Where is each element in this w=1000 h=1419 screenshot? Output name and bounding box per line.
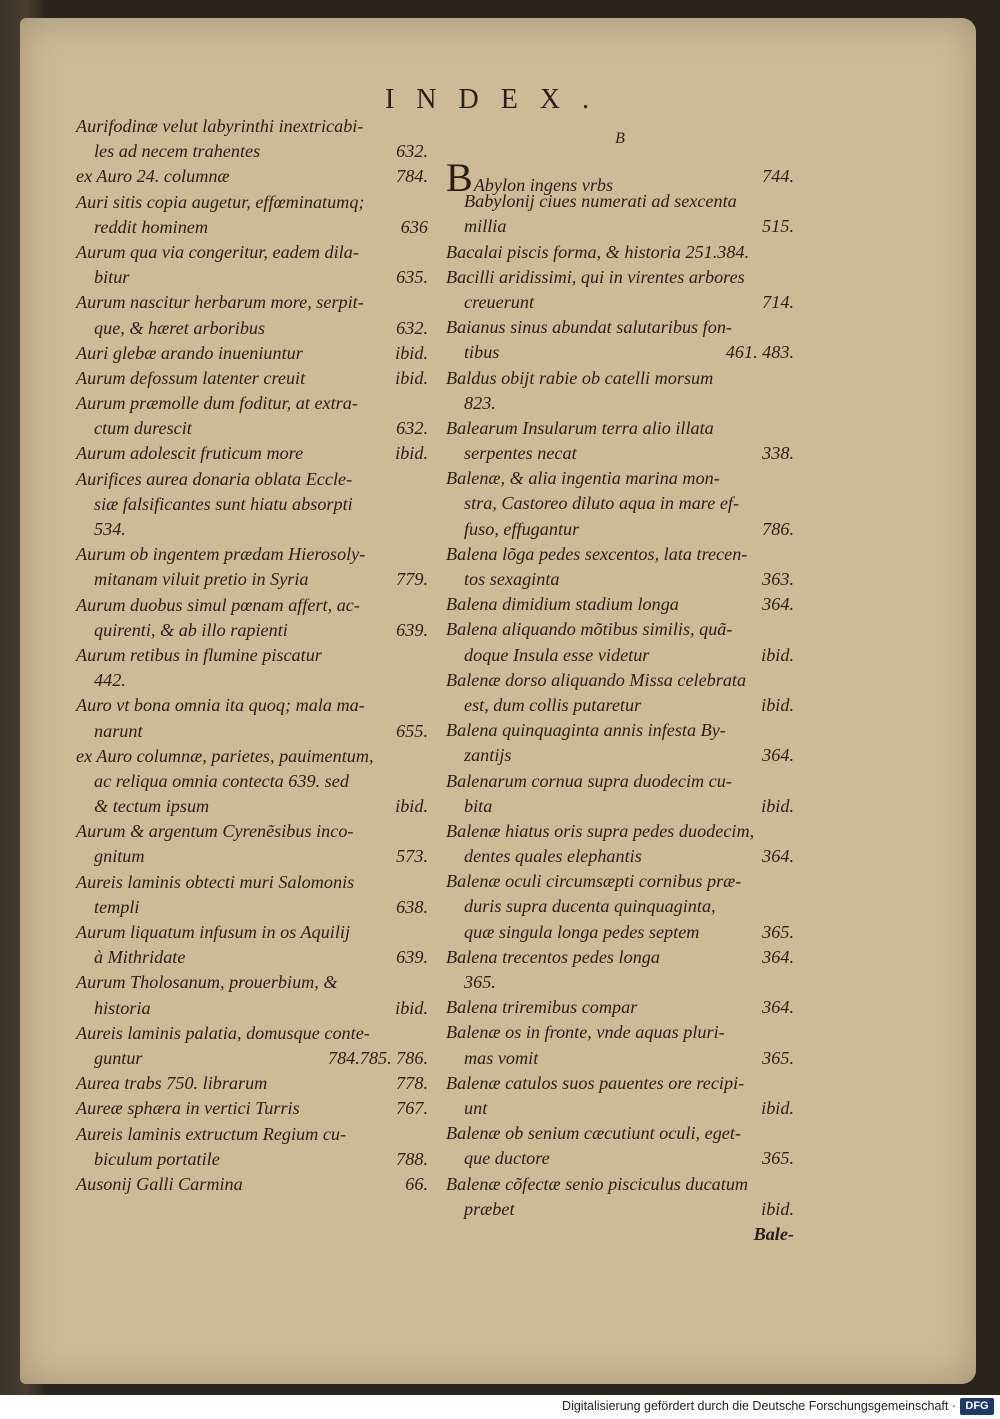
index-entry [76,668,428,693]
index-entry [76,996,428,1021]
entry-text: Balena triremibus compar [446,997,638,1018]
index-entry [446,441,794,466]
index-entry [446,592,794,617]
index-entry [446,693,794,718]
entry-page-ref: 655. [396,720,428,741]
entry-text: bita [464,795,493,816]
entry-page-ref: 364. [762,846,794,867]
entry-page-ref: 573. [396,846,428,867]
index-entry [76,139,428,164]
entry-page-ref: 632. [396,317,428,338]
entry-text: dentes quales elephantis [464,846,642,867]
index-entry [76,391,428,416]
entry-text: Aurum defossum latenter creuit [76,367,306,388]
index-entry [446,869,794,894]
entry-text: Aurum adolescit fruticum more [76,443,304,464]
index-entry [446,970,794,995]
entry-page-ref: 632. [396,418,428,439]
entry-text: biculum portatile [94,1148,220,1169]
entry-text: quirenti, & ab illo rapienti [94,619,288,640]
entry-page-ref: ibid. [761,644,794,665]
entry-page-ref: ibid. [761,795,794,816]
entry-text: mitanam viluit pretio in Syria [94,569,309,590]
index-entry [446,416,794,441]
footer-credit: Digitalisierung gefördert durch die Deutsche Forschungsgemeinschaft · [562,1399,956,1413]
entry-text: Balenæ ob senium cæcutiunt oculi, eget- [446,1123,741,1144]
entry-text: ac reliqua omnia contecta 639. sed [94,770,349,791]
entry-text: gnitum [94,846,145,867]
entry-text: creuerunt [464,291,535,312]
entry-text: Balena dimidium stadium longa [446,594,679,615]
index-entry [446,743,794,768]
entry-text: Balenæ, & alia ingentia marina mon- [446,468,720,489]
entry-text: zantijs [464,745,512,766]
entry-page-ref: 784. [396,166,428,187]
index-entry [76,215,428,240]
index-entry [76,164,428,189]
index-entry [76,492,428,517]
index-entry [446,1046,794,1071]
catchword: Bale- [753,1223,794,1244]
index-entry [76,769,428,794]
entry-text: Aurum Tholosanum, prouerbium, & [76,972,338,993]
entry-text: tos sexaginta [464,569,560,589]
index-entry [446,844,794,869]
entry-page-ref: 778. [396,1073,428,1094]
entry-page-ref: ibid. [395,443,428,464]
index-entry [446,769,794,794]
entry-text: tibus [464,342,500,363]
entry-text: Balena aliquando mõtibus similis, quã- [446,619,733,640]
entry-page-ref: 638. [396,896,428,917]
entry-text: unt [464,1097,488,1118]
entry-text: est, dum collis putaretur [464,694,642,715]
page-header: INDEX. [384,84,612,115]
index-entry [76,290,428,315]
entry-page-ref: 744. [762,166,794,186]
index-entry [76,618,428,643]
entry-text: quæ singula longa pedes septem [464,921,700,942]
index-entry [446,794,794,819]
entry-page-ref: 779. [396,569,428,590]
index-entry [76,567,428,592]
index-entry [446,491,794,516]
entry-page-ref: 365. [762,1148,794,1169]
index-entry [76,970,428,995]
entry-text: Balena lõga pedes sexcentos, lata trecen- [446,543,748,564]
entry-text: 365. [464,972,496,992]
entry-page-ref: 364. [762,946,794,967]
entry-text: mas vomit [464,1047,539,1068]
entry-page-ref: 635. [396,267,428,288]
entry-text: les ad necem trahentes [94,141,261,162]
entry-text: Auri glebæ arando inueniuntur [76,342,303,363]
entry-text: Balenæ os in fronte, vnde aquas pluri- [446,1022,725,1043]
entry-text: historia [94,997,151,1018]
index-entry [76,467,428,492]
index-entry [446,1197,794,1222]
index-entry [76,190,428,215]
entry-page-ref: 338. [762,443,794,464]
index-entry [76,744,428,769]
index-entry [446,567,794,592]
index-entry [76,341,428,366]
index-entry [76,1172,428,1197]
entry-text: Aurum retibus in flumine piscatur [76,644,322,665]
index-entry [446,542,794,567]
entry-text: serpentes necat [464,443,577,464]
index-entry [76,920,428,945]
entry-text: Aurea trabs 750. librarum [76,1073,268,1094]
index-entry [76,870,428,895]
entry-text: siæ falsificantes sunt hiatu absorpti [94,493,353,514]
index-entry [446,366,794,391]
entry-page-ref: 365. [762,921,794,942]
entry-text: ex Auro 24. columnæ [76,166,230,187]
entry-page-ref: 364. [762,594,794,615]
entry-page-ref: ibid. [395,367,428,388]
index-entry [76,542,428,567]
index-entry [446,894,794,919]
entry-text: millia [464,216,507,237]
index-entry [76,819,428,844]
index-entry [76,1071,428,1096]
entry-page-ref: 66. [405,1173,428,1194]
index-entry [76,1147,428,1172]
index-column-left [76,114,428,1197]
entry-text: 442. [94,670,126,691]
index-entry [76,1096,428,1121]
index-entry [446,920,794,945]
entry-page-ref: 515. [762,216,794,237]
index-entry [446,643,794,668]
entry-page-ref: 363. [762,569,794,589]
index-entry [76,844,428,869]
entry-text: ex Auro columnæ, parietes, pauimentum, [76,745,374,766]
entry-page-ref: 636 [400,216,428,237]
entry-text: & tectum ipsum [94,796,210,817]
entry-page-ref: ibid. [761,1198,794,1219]
index-entry [76,316,428,341]
index-entry [446,718,794,743]
entry-text: Aurum & argentum Cyrenẽsibus inco- [76,821,354,842]
entry-text: à Mithridate [94,947,186,968]
index-entry [76,240,428,265]
index-entry [446,995,794,1020]
entry-text: reddit hominem [94,216,208,237]
entry-text: Balenæ hiatus oris supra pedes duodecim, [446,820,755,841]
entry-text: Balena trecentos pedes longa [446,946,660,967]
entry-text: Babylonij ciues numerati ad sexcenta [464,191,737,212]
index-entry [446,466,794,491]
index-entry [76,895,428,920]
entry-text: guntur [94,1047,143,1068]
entry-text: que, & hæret arboribus [94,317,266,338]
index-entry [76,1021,428,1046]
index-entry [446,1172,794,1197]
entry-text: Auro vt bona omnia ita quoq; mala ma- [76,695,365,716]
index-entry [446,617,794,642]
index-entry [76,114,428,139]
entry-text: 534. [94,519,126,539]
entry-text: Aurifodinæ velut labyrinthi inextricabi- [76,116,364,136]
entry-page-ref: ibid. [761,694,794,715]
entry-text: Balenæ dorso aliquando Missa celebrata [446,669,747,690]
entry-text: Bacilli aridissimi, qui in virentes arbores [446,266,745,287]
index-entry [76,265,428,290]
index-entry [76,441,428,466]
entry-page-ref: ibid. [395,342,428,363]
entry-text: Balenæ oculi circumsæpti cornibus præ- [446,871,742,892]
drop-cap: B [446,155,473,200]
index-entry [76,1122,428,1147]
entry-text: Auri sitis copia augetur, effœminatumq; [76,191,365,212]
entry-page-ref: ibid. [395,796,428,817]
index-entry [76,693,428,718]
entry-page-ref: 767. [396,1098,428,1119]
index-entry [446,240,794,265]
entry-text: Balearum Insularum terra alio illata [446,417,714,438]
entry-page-ref: ibid. [395,997,428,1018]
index-entry [446,290,794,315]
footer-bar [0,1395,1000,1419]
index-entry [446,945,794,970]
entry-text: Aurum liquatum infusum in os Aquilij [76,922,351,942]
entry-text: duris supra ducenta quinquaginta, [464,896,716,917]
entry-text: fuso, effugantur [464,518,580,539]
entry-text: Aurum nascitur herbarum more, serpit- [76,292,364,313]
entry-text: Balenæ catulos suos pauentes ore recipi- [446,1072,745,1093]
entry-text: Ausonij Galli Carmina [76,1173,243,1194]
index-entry [446,668,794,693]
index-entry [446,189,794,214]
index-entry [76,517,428,542]
entry-text: 823. [464,392,496,413]
entry-text: templi [94,896,140,917]
entry-page-ref: 632. [396,141,428,162]
index-entry [446,1071,794,1096]
entry-text: Balena quinquaginta annis infesta By- [446,720,726,741]
index-entry [76,643,428,668]
entry-text: que ductore [464,1148,550,1169]
entry-page-ref: 714. [762,291,794,312]
entry-text: Aurum præmolle dum foditur, at extra- [76,393,358,414]
entry-page-ref: ibid. [761,1097,794,1118]
entry-text: doque Insula esse videtur [464,644,650,665]
index-entry [446,1020,794,1045]
entry-page-ref: 788. [396,1148,428,1169]
index-entry [76,593,428,618]
index-entry [76,416,428,441]
entry-text: Aurifices aurea donaria oblata Eccle- [76,468,353,489]
entry-text: narunt [94,720,143,741]
entry-page-ref: 639. [396,947,428,968]
entry-text: Bacalai piscis forma, & historia 251.384. [446,241,750,262]
entry-page-ref: 365. [762,1047,794,1068]
entry-text: Baianus sinus abundat salutaribus fon- [446,317,732,338]
entry-text: ctum durescit [94,418,192,439]
entry-text: Aureæ sphæra in vertici Turris [76,1098,300,1119]
index-entry [446,265,794,290]
entry-text: Balenæ cõfectæ senio pisciculus ducatum [446,1173,749,1194]
entry-text: Aureis laminis obtecti muri Salomonis [76,871,355,892]
index-entry [446,391,794,416]
index-entry [76,366,428,391]
index-entry [446,340,794,365]
entry-page-ref: 786. [762,518,794,539]
dfg-logo: DFG [960,1398,994,1415]
entry-text: Aurum qua via congeritur, eadem dila- [76,241,359,262]
index-entry [446,819,794,844]
index-entry [446,517,794,542]
entry-text: Abylon ingens vrbs [473,175,614,195]
index-column-right [446,114,794,1247]
entry-text: bitur [94,267,130,288]
entry-page-ref: 461. 483. [725,342,794,363]
entry-text: stra, Castoreo diluto aqua in mare ef- [464,493,739,514]
index-entry [76,1046,428,1071]
entry-text: Baldus obijt rabie ob catelli morsum [446,367,714,388]
index-entry [446,155,794,200]
index-entry [446,315,794,340]
index-entry [446,214,794,239]
section-letter: B [615,130,625,147]
index-entry [446,1096,794,1121]
entry-page-ref: 784.785. 786. [327,1047,428,1068]
entry-text: Aureis laminis palatia, domusque conte- [76,1022,370,1043]
entry-text: Aurum ob ingentem prædam Hierosoly- [76,544,366,565]
index-entry [76,945,428,970]
entry-page-ref: 364. [762,745,794,766]
entry-text: Balenarum cornua supra duodecim cu- [446,770,732,791]
entry-page-ref: 364. [762,997,794,1018]
index-entry [446,1146,794,1171]
entry-text: præbet [464,1198,515,1219]
index-entry [446,1121,794,1146]
index-entry [76,719,428,744]
entry-text: Aurum duobus simul pœnam affert, ac- [76,594,360,615]
entry-page-ref: 639. [396,619,428,640]
entry-text: Aureis laminis extructum Regium cu- [76,1123,347,1144]
index-entry [76,794,428,819]
